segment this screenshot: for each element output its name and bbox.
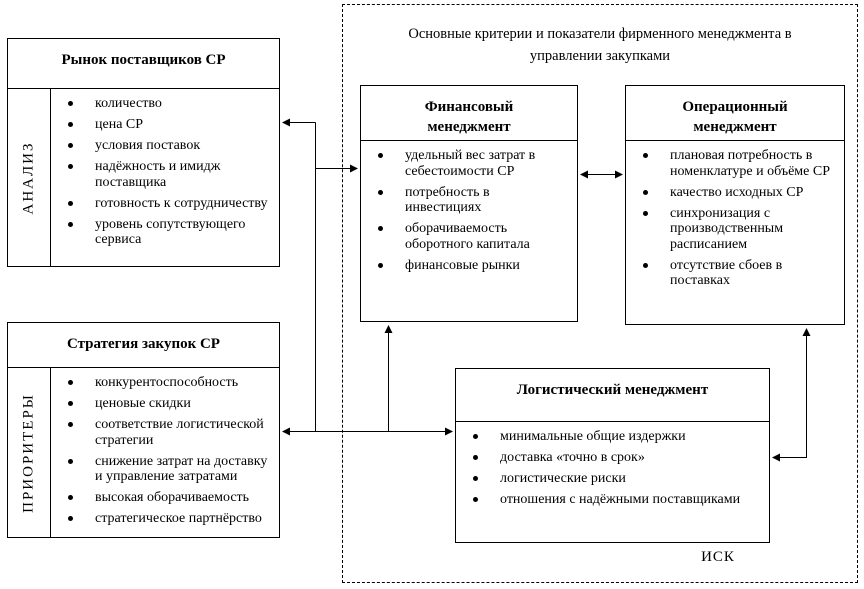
list-item-text: условия поставок [95, 138, 201, 153]
bullet-icon [65, 217, 95, 248]
list-item [65, 396, 271, 412]
list-item-text: финансовые рынки [405, 257, 520, 273]
list-item [470, 450, 761, 466]
isk-label: ИСК [701, 549, 735, 565]
list-item-text: готовность к сотрудничеству [95, 195, 268, 211]
market-criteria-list [51, 89, 279, 266]
list-item [375, 221, 569, 252]
strategy-block-body [8, 368, 279, 537]
list-item [65, 96, 271, 112]
bullet-icon [640, 206, 670, 253]
list-item [65, 217, 271, 248]
list-item-text: надёжность и имидж поставщика [95, 159, 221, 190]
operations-block [625, 85, 845, 325]
market-side-column [8, 89, 51, 266]
list-item [65, 375, 271, 391]
finance-block [360, 85, 578, 322]
list-item [375, 258, 569, 274]
strategy-criteria-list [51, 368, 279, 537]
bullet-icon [640, 148, 670, 179]
bullet-icon [375, 148, 405, 179]
list-item-text: конкурентоспособность [95, 375, 239, 390]
list-item-text: логистические риски [500, 471, 626, 486]
list-item [65, 511, 271, 527]
bullet-icon [65, 96, 95, 112]
finance-block-title-text: Финансовый менеджмент [424, 99, 514, 135]
bullet-icon [375, 185, 405, 216]
list-item-text: соответствие логистической стратегии [95, 417, 264, 448]
list-item-text: синхронизация с производственным расписанием [670, 205, 784, 252]
list-item [65, 159, 271, 190]
list-item-text: доставка «точно в срок» [500, 450, 645, 465]
bullet-icon [65, 159, 95, 190]
list-item [470, 471, 761, 487]
strategy-block [7, 322, 280, 538]
operations-criteria-list [626, 141, 844, 324]
list-item [65, 454, 271, 485]
list-item-text: уровень сопутствующего сервиса [95, 216, 246, 247]
bullet-icon [65, 117, 95, 133]
list-item-text: качество исходных СР [670, 184, 804, 200]
logistics-block [455, 368, 770, 543]
bullet-icon [65, 138, 95, 154]
operations-block-title-text: Операционный менеджмент [682, 99, 788, 135]
list-item-text: потребность в инвестициях [405, 184, 490, 215]
list-item-text: удельный вес затрат в себестоимости СР [405, 148, 536, 179]
list-item-text: плановая потребность в номенклатуре и объёме СР [670, 148, 830, 179]
bullet-icon [640, 258, 670, 289]
market-block-body [8, 89, 279, 266]
bullet-icon [470, 429, 500, 445]
list-item-text: оборачиваемость оборотного капитала [405, 221, 530, 252]
bullet-icon [470, 471, 500, 487]
bullet-icon [65, 490, 95, 506]
list-item [375, 148, 569, 179]
list-item [65, 417, 271, 448]
market-block-title: Рынок поставщиков СР [8, 39, 279, 89]
logistics-block-body [456, 422, 769, 542]
list-item-text: ценовые скидки [95, 396, 191, 411]
bullet-icon [640, 185, 670, 201]
strategy-side-label: ПРИОРИТЕРЫ [20, 392, 37, 513]
list-item-text: высокая оборачиваемость [95, 490, 250, 505]
list-item-text: количество [95, 96, 162, 111]
bullet-icon [375, 221, 405, 252]
operations-block-body [626, 141, 844, 324]
list-item [470, 429, 761, 445]
bullet-icon [375, 258, 405, 274]
strategy-side-column [8, 368, 51, 537]
logistics-block-title: Логистический менеджмент [456, 369, 769, 422]
bullet-icon [470, 492, 500, 508]
finance-block-title [361, 86, 577, 141]
logistics-criteria-list [456, 422, 769, 542]
finance-block-body [361, 141, 577, 321]
list-item [375, 185, 569, 216]
list-item [65, 490, 271, 506]
list-item-text: отсутствие сбоев в поставках [670, 257, 783, 288]
bullet-icon [470, 450, 500, 466]
list-item-text: отношения с надёжными поставщиками [500, 492, 741, 507]
list-item [640, 148, 836, 179]
finance-criteria-list [361, 141, 577, 321]
list-item [640, 206, 836, 253]
list-item-text: снижение затрат на доставку и управление затратами [95, 453, 268, 484]
operations-block-title [626, 86, 844, 141]
list-item [65, 196, 271, 212]
criteria-panel-title-text: Основные критерии и показатели фирменного менеджмента в управлении закупками [408, 26, 792, 64]
bullet-icon [65, 417, 95, 448]
list-item [640, 185, 836, 201]
bullet-icon [65, 375, 95, 391]
bullet-icon [65, 396, 95, 412]
list-item [470, 492, 761, 508]
list-item-text: минимальные общие издержки [500, 429, 686, 444]
market-block [7, 38, 280, 267]
list-item [65, 117, 271, 133]
list-item-text: цена СР [95, 117, 144, 132]
list-item [65, 138, 271, 154]
bullet-icon [65, 454, 95, 485]
bullet-icon [65, 511, 95, 527]
bullet-icon [65, 196, 95, 212]
list-item [640, 258, 836, 289]
strategy-block-title: Стратегия закупок СР [8, 323, 279, 368]
market-side-label: АНАЛИЗ [20, 140, 37, 215]
criteria-panel-title [342, 23, 858, 67]
list-item-text: стратегическое партнёрство [95, 511, 262, 526]
